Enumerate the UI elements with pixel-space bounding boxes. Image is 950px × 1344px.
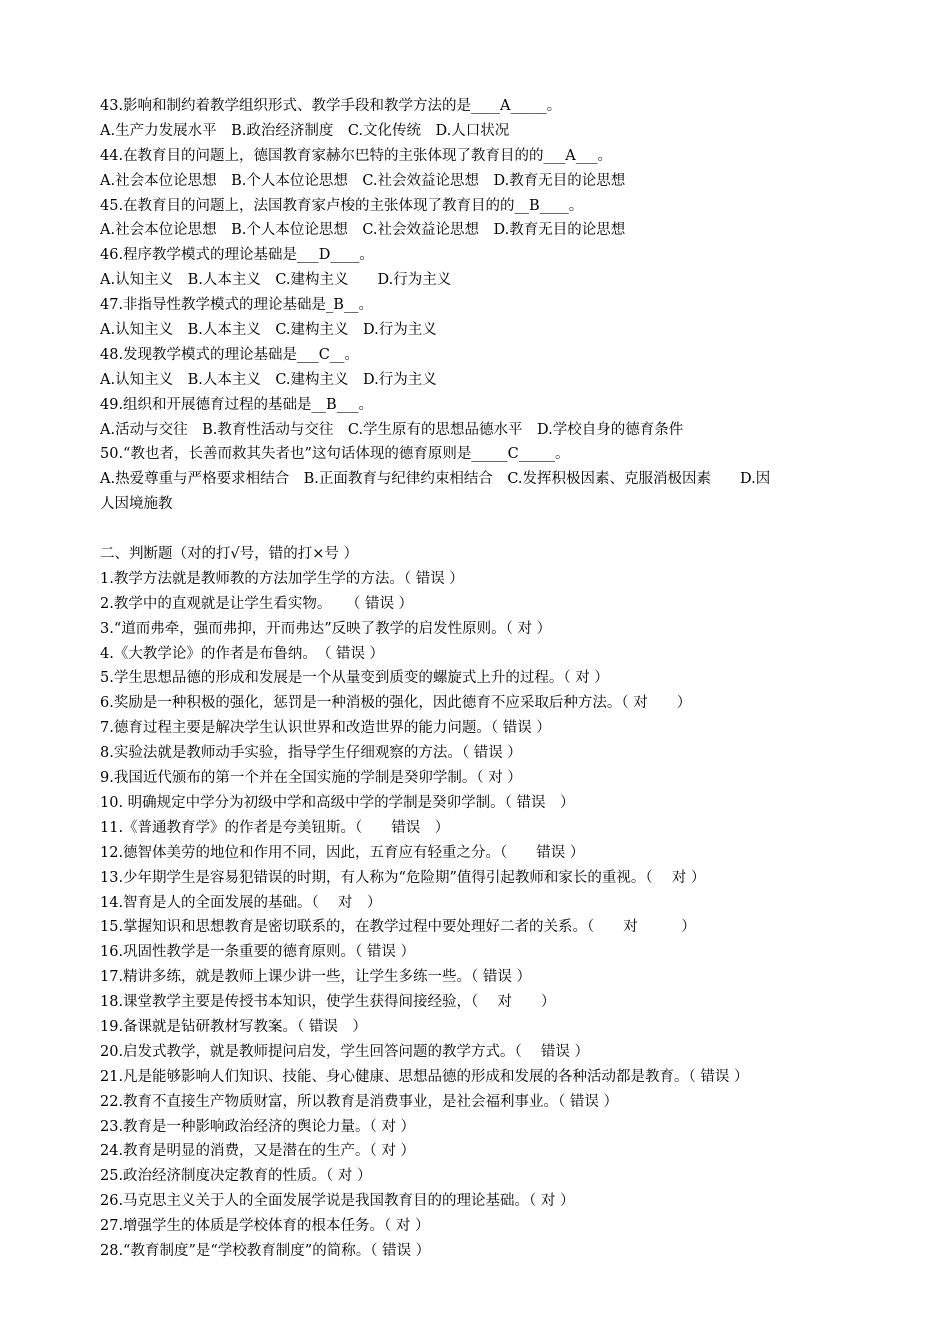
question-46: 46.程序教学模式的理论基础是___D____。 bbox=[100, 247, 374, 264]
tf-item-12: 12.德智体美劳的地位和作用不同，因此，五育应有轻重之分。（ 错误 ） bbox=[100, 844, 585, 861]
options-47: A.认知主义 B.人本主义 C.建构主义 D.行为主义 bbox=[100, 322, 437, 339]
question-48: 48.发现教学模式的理论基础是___C__。 bbox=[100, 346, 359, 363]
tf-item-1: 1.教学方法就是教师教的方法加学生学的方法。（ 错误 ） bbox=[100, 570, 464, 587]
tf-item-7: 7.德育过程主要是解决学生认识世界和改造世界的能力问题。（ 错误 ） bbox=[100, 720, 551, 737]
tf-item-17: 17.精讲多练，就是教师上课少讲一些，让学生多练一些。（ 错误 ） bbox=[100, 969, 532, 986]
document-page bbox=[100, 94, 870, 1264]
question-50: 50.“教也者，长善而救其失者也”这句话体现的德育原则是_____C_____。 bbox=[100, 446, 570, 463]
tf-item-18: 18.课堂教学主要是传授书本知识，使学生获得间接经验，（ 对 ） bbox=[100, 994, 556, 1011]
options-44: A.社会本位论思想 B.个人本位论思想 C.社会效益论思想 D.教育无目的论思想 bbox=[100, 172, 626, 189]
tf-item-4: 4.《大教学论》的作者是布鲁纳。 （ 错误 ） bbox=[100, 645, 385, 662]
options-49: A.活动与交往 B.教育性活动与交往 C.学生原有的思想品德水平 D.学校自身的德育条件 bbox=[100, 421, 684, 438]
options-46: A.认知主义 B.人本主义 C.建构主义 D.行为主义 bbox=[100, 272, 452, 289]
tf-item-11: 11.《普通教育学》的作者是夸美钮斯。（ 错误 ） bbox=[100, 819, 450, 836]
tf-item-16: 16.巩固性教学是一条重要的德育原则。（ 错误 ） bbox=[100, 944, 416, 961]
tf-item-23: 23.教育是一种影响政治经济的舆论力量。（ 对 ） bbox=[100, 1118, 416, 1135]
tf-item-8: 8.实验法就是教师动手实验，指导学生仔细观察的方法。（ 错误 ） bbox=[100, 745, 522, 762]
question-43: 43.影响和制约着教学组织形式、教学手段和教学方法的是____A_____。 bbox=[100, 98, 562, 114]
tf-item-3: 3.“道而弗牵，强而弗抑，开而弗达”反映了教学的启发性原则。（ 对 ） bbox=[100, 620, 552, 637]
true-false-section bbox=[100, 567, 870, 1264]
options-50-continued: 人因境施教 bbox=[100, 496, 173, 513]
tf-item-2: 2.教学中的直观就是让学生看实物。 （ 错误 ） bbox=[100, 595, 414, 612]
tf-item-24: 24.教育是明显的消费，又是潜在的生产。（ 对 ） bbox=[100, 1143, 416, 1160]
tf-item-25: 25.政治经济制度决定教育的性质。（ 对 ） bbox=[100, 1168, 372, 1185]
tf-item-10: 10. 明确规定中学分为初级中学和高级中学的学制是癸卯学制。（ 错误 ） bbox=[100, 794, 575, 811]
question-45: 45.在教育目的问题上，法国教育家卢梭的主张体现了教育目的的__B____。 bbox=[100, 197, 584, 214]
tf-item-13: 13.少年期学生是容易犯错误的时期，有人称为“危险期”值得引起教师和家长的重视。（ 对 ） bbox=[100, 869, 706, 886]
section-title: 二、判断题（对的打√号，错的打×号 ） bbox=[100, 546, 358, 563]
question-47: 47.非指导性教学模式的理论基础是_B__。 bbox=[100, 297, 373, 314]
question-49: 49.组织和开展德育过程的基础是__B___。 bbox=[100, 396, 373, 413]
tf-item-6: 6.奖励是一种积极的强化，惩罚是一种消极的强化，因此德育不应采取后种方法。（ 对 ） bbox=[100, 695, 692, 712]
tf-item-19: 19.备课就是钻研教材写教案。（ 错误 ） bbox=[100, 1018, 367, 1035]
tf-item-21: 21.凡是能够影响人们知识、技能、身心健康、思想品德的形成和发展的各种活动都是教育。（ 错误 ） bbox=[100, 1068, 749, 1085]
question-44: 44.在教育目的问题上，德国教育家赫尔巴特的主张体现了教育目的的___A___。 bbox=[100, 147, 613, 164]
tf-item-15: 15.掌握知识和思想教育是密切联系的，在教学过程中要处理好二者的关系。（ 对 ） bbox=[100, 919, 696, 936]
tf-item-22: 22.教育不直接生产物质财富，所以教育是消费事业，是社会福利事业。（ 错误 ） bbox=[100, 1093, 619, 1110]
options-43: A.生产力发展水平 B.政治经济制度 C.文化传统 D.人口状况 bbox=[100, 122, 510, 139]
tf-item-27: 27.增强学生的体质是学校体育的根本任务。（ 对 ） bbox=[100, 1218, 430, 1235]
tf-item-20: 20.启发式教学，就是教师提问启发，学生回答问题的教学方式。（ 错误 ） bbox=[100, 1043, 590, 1060]
options-45: A.社会本位论思想 B.个人本位论思想 C.社会效益论思想 D.教育无目的论思想 bbox=[100, 222, 626, 239]
tf-item-28: 28.“教育制度”是“学校教育制度”的简称。（ 错误 ） bbox=[100, 1242, 431, 1259]
tf-item-14: 14.智育是人的全面发展的基础。（ 对 ） bbox=[100, 894, 382, 911]
section-spacer bbox=[100, 517, 870, 542]
tf-item-26: 26.马克思主义关于人的全面发展学说是我国教育目的的理论基础。（ 对 ） bbox=[100, 1193, 575, 1210]
tf-item-5: 5.学生思想品德的形成和发展是一个从量变到质变的螺旋式上升的过程。（ 对 ） bbox=[100, 670, 609, 687]
options-50: A.热爱尊重与严格要求相结合 B.正面教育与纪律约束相结合 C.发挥积极因素、克服消极因素 D.因 bbox=[100, 471, 771, 488]
options-48: A.认知主义 B.人本主义 C.建构主义 D.行为主义 bbox=[100, 371, 437, 388]
tf-item-9: 9.我国近代颁布的第一个并在全国实施的学制是癸卯学制。（ 对 ） bbox=[100, 770, 522, 787]
multiple-choice-section bbox=[100, 94, 870, 517]
